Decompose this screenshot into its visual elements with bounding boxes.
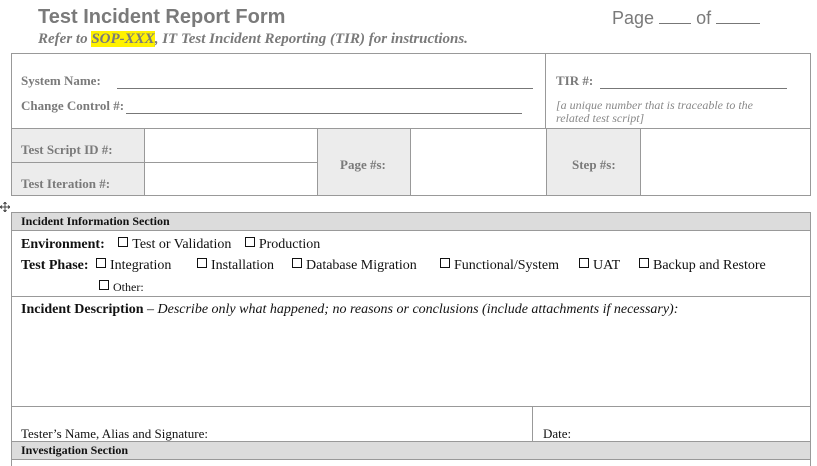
- checkbox-icon[interactable]: [292, 258, 302, 268]
- test-script-id-field[interactable]: [146, 130, 316, 161]
- cell-divider: [546, 128, 547, 196]
- cell-divider: [532, 406, 533, 441]
- page-nums-label: Page #s:: [340, 157, 386, 172]
- checkbox-icon[interactable]: [99, 280, 109, 290]
- environment-option[interactable]: Test or Validation: [118, 237, 231, 252]
- environment-label: Environment:: [21, 237, 105, 252]
- change-control-field[interactable]: [126, 98, 522, 114]
- change-control-label: Change Control #:: [21, 98, 125, 113]
- of-label: of: [696, 8, 712, 28]
- tir-field[interactable]: [600, 73, 787, 89]
- test-phase-option[interactable]: UAT: [579, 258, 620, 274]
- checkbox-icon[interactable]: [96, 258, 106, 268]
- date-label: Date:: [543, 426, 572, 441]
- system-name-field[interactable]: [117, 73, 533, 89]
- form-subtitle: [38, 31, 468, 48]
- test-script-id-label: Test Script ID #:: [21, 142, 113, 157]
- test-phase-option[interactable]: Integration: [96, 258, 171, 274]
- test-phase-other[interactable]: Other:: [99, 280, 144, 295]
- move-handle-icon[interactable]: [0, 199, 10, 209]
- row-divider: [12, 296, 811, 297]
- page-nums-field[interactable]: [412, 130, 545, 195]
- checkbox-icon[interactable]: [118, 237, 128, 247]
- test-iteration-label: Test Iteration #:: [21, 176, 111, 191]
- checkbox-icon[interactable]: [440, 258, 450, 268]
- cell-divider: [410, 128, 411, 196]
- tir-label: TIR #:: [556, 73, 594, 88]
- checkbox-icon[interactable]: [639, 258, 649, 268]
- tir-note: [a unique number that is traceable to the related test script]: [556, 98, 753, 125]
- page-of-indicator: [612, 8, 760, 29]
- test-phase-option[interactable]: Functional/System: [440, 258, 559, 274]
- step-nums-field[interactable]: [642, 130, 810, 195]
- environment-option[interactable]: Production: [245, 237, 320, 252]
- row-divider: [12, 406, 811, 407]
- sop-reference[interactable]: SOP-XXX: [91, 31, 155, 47]
- page-total-field[interactable]: [716, 23, 760, 24]
- checkbox-icon[interactable]: [245, 237, 255, 247]
- info-box-divider: [545, 53, 546, 129]
- test-phase-label: Test Phase:: [21, 258, 89, 273]
- incident-description-field[interactable]: [13, 322, 809, 404]
- step-nums-label: Step #s:: [572, 157, 616, 172]
- test-phase-option[interactable]: Installation: [197, 258, 274, 274]
- cell-divider: [12, 162, 317, 163]
- checkbox-icon[interactable]: [197, 258, 207, 268]
- page-label: Page: [612, 8, 655, 28]
- cell-divider: [317, 128, 318, 196]
- system-name-label: System Name:: [21, 73, 101, 88]
- test-iteration-field[interactable]: [146, 164, 316, 195]
- environment-row: [21, 237, 320, 253]
- subtitle-prefix: Refer to: [38, 31, 92, 47]
- tester-signature-label: Tester’s Name, Alias and Signature:: [21, 426, 208, 441]
- investigation-section-heading: Investigation Section: [12, 442, 810, 460]
- test-phase-option[interactable]: Database Migration: [292, 258, 417, 274]
- checkbox-icon[interactable]: [579, 258, 589, 268]
- page-number-field[interactable]: [659, 23, 691, 24]
- incident-description-label: Incident Description – Describe only what happened; no reasons or conclusions (include attachments if necessary):: [21, 302, 679, 317]
- incident-section-heading: Incident Information Section: [12, 213, 810, 231]
- test-phase-option[interactable]: Backup and Restore: [639, 258, 766, 274]
- cell-divider: [640, 128, 641, 196]
- form-title: Test Incident Report Form: [38, 6, 286, 28]
- subtitle-suffix: , IT Test Incident Reporting (TIR) for instructions.: [154, 31, 468, 47]
